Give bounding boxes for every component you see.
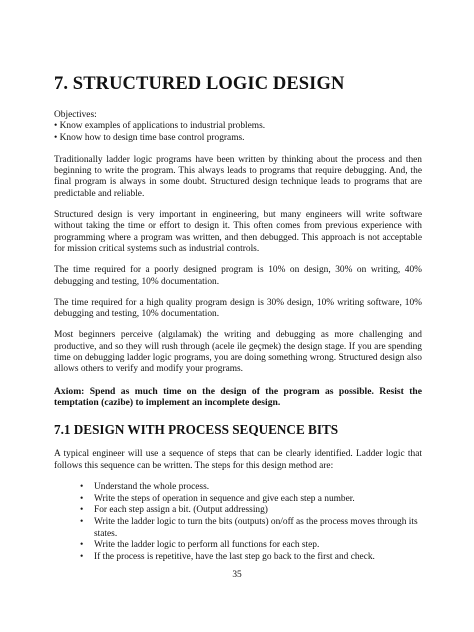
body-paragraph: Structured design is very important in engineering, but many engineers will write software without taking the time or effort to design it. This often comes from previous experience with programming where a program was written, and then debugged. This approach is not acceptable for mission critical systems such as industrial controls. [54,210,422,254]
objective-item: • Know examples of applications to industrial problems. [54,121,266,132]
chapter-title: 7. STRUCTURED LOGIC DESIGN [54,74,345,94]
body-paragraph: The time required for a poorly designed program is 10% on design, 30% on writing, 40% debugging and testing, 10% documentation. [54,265,422,287]
section-intro: A typical engineer will use a sequence of steps that can be clearly identified. Ladder logic that follows this sequence can be written. The steps for this design method are: [54,449,422,471]
list-item: • Write the ladder logic to turn the bits (outputs) on/off as the process moves through its states. [80,517,422,540]
page-body [54,110,422,564]
objectives-heading: Objectives: [54,110,97,120]
list-item: • Write the steps of operation in sequence and give each step a number. [80,494,422,505]
axiom-statement: Axiom: Spend as much time on the design of the program as possible. Resist the temptation (cazibe) to implement an incomplete design. [54,385,422,408]
list-item: • Write the ladder logic to perform all functions for each step. [80,540,422,551]
body-paragraph: The time required for a high quality program design is 30% design, 10% writing software, 10% debugging and testing, 10% documentation. [54,297,422,320]
design-steps-list [54,482,422,564]
list-item: • If the process is repetitive, have the last step go back to the first and check. [80,552,422,563]
objectives-block [54,110,422,144]
list-item: • For each step assign a bit. (Output addressing) [80,505,422,516]
page-number: 35 [232,570,242,580]
section-title: 7.1 DESIGN WITH PROCESS SEQUENCE BITS [54,422,339,438]
body-paragraph: Most beginners perceive (algılamak) the writing and debugging as more challenging and productive, and so they will rush through (acele ile geçmek) the design stage. If you are spending time on debugging ladder logic programs, you are doing something wrong. Structured design also allows others to verify and modify your programs. [54,330,422,375]
body-paragraph: Traditionally ladder logic programs have been written by thinking about the process and then beginning to write the program. This always leads to programs that require debugging. And, the final program is always in some doubt. Structured design technique leads to programs that are predictable and reliable. [54,154,422,199]
list-item: • Understand the whole process. [80,482,422,493]
objective-item: • Know how to design time base control programs. [54,132,245,143]
